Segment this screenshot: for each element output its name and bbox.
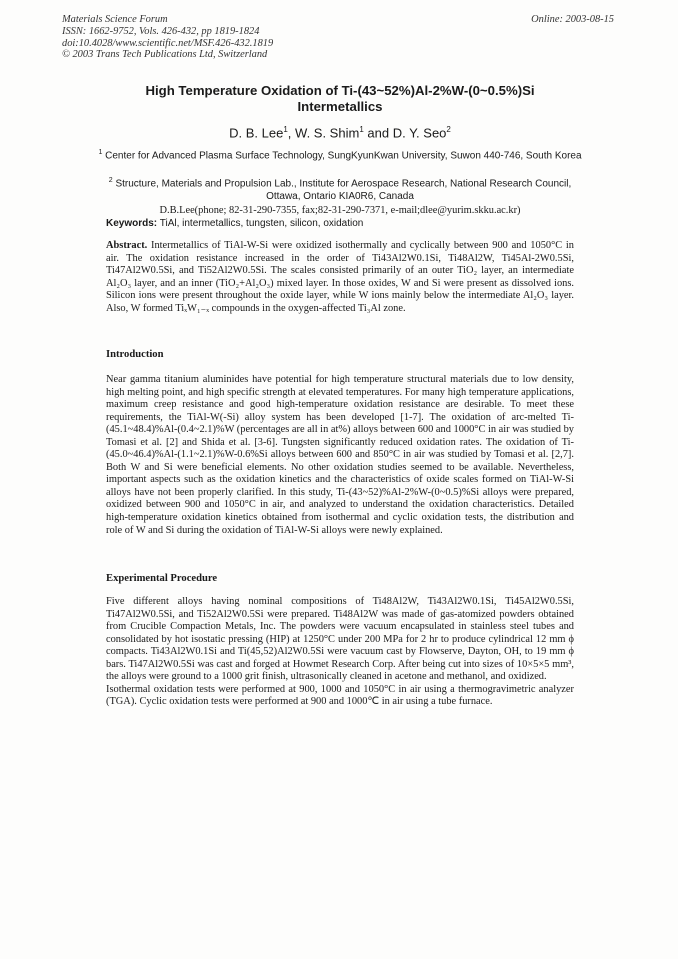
abstract-label: Abstract. bbox=[106, 240, 148, 251]
author-affiliation-mark: 2 bbox=[446, 125, 451, 134]
paper-title: High Temperature Oxidation of Ti-(43~52%)Al-2%W-(0~0.5%)Si Intermetallics bbox=[145, 83, 535, 114]
section-heading-introduction: Introduction bbox=[106, 349, 164, 360]
author-separator: , bbox=[287, 125, 296, 141]
author-affiliation-mark: 1 bbox=[283, 125, 288, 134]
author-separator: and bbox=[363, 125, 393, 141]
affiliation-text: Center for Advanced Plasma Surface Technology, SungKyunKwan University, Suwon 440-746, South Korea bbox=[105, 150, 582, 162]
affiliation-mark: 1 bbox=[98, 149, 103, 156]
keywords-label: Keywords: bbox=[106, 218, 158, 229]
affiliation-text: Structure, Materials and Propulsion Lab., Institute for Aerospace Research, National Research Council, Ottawa, Ontario KIA0R6, Canada bbox=[115, 178, 572, 202]
journal-doi[interactable]: doi:10.4028/www.scientific.net/MSF.426-432.1819 bbox=[62, 37, 274, 49]
experimental-text bbox=[106, 596, 574, 709]
author-name: D. Y. Seo bbox=[392, 125, 447, 141]
affiliation-mark: 2 bbox=[108, 177, 113, 184]
affiliation bbox=[95, 147, 585, 163]
section-heading-experimental: Experimental Procedure bbox=[106, 573, 218, 584]
journal-copyright: © 2003 Trans Tech Publications Ltd, Switzerland bbox=[62, 49, 268, 61]
author-list bbox=[60, 125, 620, 140]
keywords bbox=[106, 218, 363, 229]
journal-name: Materials Science Forum bbox=[62, 14, 168, 25]
introduction-text: Near gamma titanium aluminides have potential for high temperature structural materials due to low density, high melting point, and high specific strength at elevated temperatures. For many high temperature applications, maximum creep resistance and good high-temperature oxidation resistance are desirable. To meet these requirements, the TiAl-W(-Si) alloy system has been developed [1-7]. The oxidation of arc-melted Ti-(45.1~48.4)%Al-(0.4~2.1)%W (percentages are all in at%) alloys between 600 and 1000°C in air was studied by Tomasi et al. [2] and Shida et al. [3-6]. Tungsten significantly reduced oxidation rates. The oxidation of Ti-(45.0~46.4)%Al-(1.1~2.1)%W-0.6%Si alloys between 600 and 850°C in air was studied by Tomasi et al. [2,7]. Both W and Si were beneficial elements. No other oxidation studies seemed to be available. Nevertheless, important aspects such as the oxidation kinetics and the characteristics of oxide scales formed on TiAl-W-Si alloys have not been properly clarified. In this study, Ti-(43~52)%Al-2%W-(0~0.5)%Si alloys were prepared, oxidized between 900 and 1050°C in air, and analyzed to understand the oxidation characteristics. Detailed high-temperature oxidation kinetics obtained from isothermal and cyclic oxidation tests, the distribution and role of W and Si during the oxidation of TiAl-W-Si alloys were newly explained. bbox=[106, 374, 574, 536]
abstract bbox=[106, 240, 574, 315]
author-affiliation-mark: 1 bbox=[359, 125, 364, 134]
journal-issn: ISSN: 1662-9752, Vols. 426-432, pp 1819-1824 bbox=[62, 25, 260, 37]
author-name: W. S. Shim bbox=[295, 125, 360, 141]
journal-info bbox=[62, 14, 273, 61]
online-date: Online: 2003-08-15 bbox=[531, 14, 614, 25]
experimental-paragraph: Isothermal oxidation tests were performed at 900, 1000 and 1050°C in air using a thermogravimetric analyzer (TGA). Cyclic oxidation tests were performed at 900 and 1000℃ in air using a tube furnace. bbox=[106, 683, 574, 708]
experimental-paragraph: Five different alloys having nominal compositions of Ti48Al2W, Ti43Al2W0.1Si, Ti45Al2W0.5Si, Ti47Al2W0.5Si, and Ti52Al2W0.5Si were prepared. Ti48Al2W was made of gas-atomized powders obtained from Crucible Compaction Metals, Inc. The powders were vacuum encapsulated in stainless steel tubes and consolidated by hot isostatic pressing (HIP) at 1250°C under 200 MPa for 2 hr to produce cylindrical 12 mm ϕ compacts. Ti43Al2W0.1Si and Ti(45,52)Al2W0.5Si were vacuum cast by Flowserve, Dayton, OH, to 19 mm ϕ bars. Ti47Al2W0.5Si was cast and forged at Howmet Research Corp. After being cut into sizes of 10×5×5 mm³, the alloys were ground to a 1000 grit finish, ultrasonically cleaned in acetone and methanol, and oxidized. bbox=[106, 596, 574, 683]
contact-info: D.B.Lee(phone; 82-31-290-7355, fax;82-31-290-7371, e-mail;dlee@yurim.skku.ac.kr) bbox=[159, 205, 521, 216]
abstract-text: Intermetallics of TiAl-W-Si were oxidized isothermally and cyclically between 900 and 1050°C in air. The oxidation resistance increased in the order of Ti43Al2W0.1Si, Ti48Al2W, Ti45Al-2W0.5Si, Ti47Al2W0.5Si, and Ti52Al2W0.5Si. The scales consisted primarily of an outer TiO₂ layer, an intermediate Al₂O₃ layer, and an inner (TiO₂+Al₂O₃) mixed layer. In those oxides, W and Si were present as dissolved ions. Silicon ions were present throughout the oxide layer, while W ions mainly below the intermediate Al₂O₃ layer. Also, W formed TiₓW₁₋ₓ compounds in the oxygen-affected Ti₃Al zone. bbox=[106, 240, 574, 314]
keywords-text: TiAl, intermetallics, tungsten, silicon, oxidation bbox=[159, 218, 364, 229]
author-name: D. B. Lee bbox=[229, 125, 284, 141]
affiliation bbox=[95, 175, 585, 203]
